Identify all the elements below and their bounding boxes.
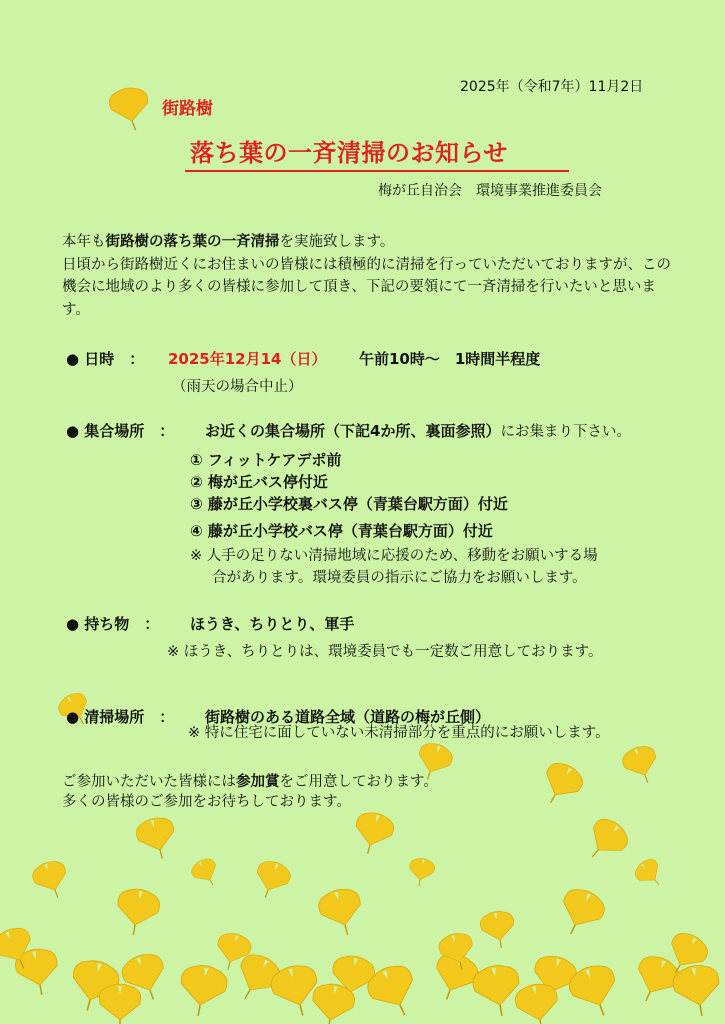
schedule-time: 午前10時～ 1時間半程度: [359, 350, 541, 368]
meeting-label: ● 集合場所 ：: [66, 422, 175, 440]
closing-emphasis: 参加賞: [236, 774, 280, 790]
issue-date: 2025年（令和7年）11月2日: [460, 79, 644, 95]
intro-text-end: を実施致します。: [279, 234, 395, 250]
ginkgo-leaf-icon: [552, 884, 609, 943]
area-value: 街路樹のある道路全域（道路の梅が丘側）: [205, 708, 491, 726]
schedule-date: 2025年12月14（日）: [168, 350, 327, 368]
ginkgo-leaf-icon: [578, 813, 633, 869]
meeting-place-2: ② 梅が丘バス停付近: [190, 473, 328, 491]
ginkgo-leaf-icon: [350, 809, 397, 859]
intro-paragraph: [62, 231, 682, 321]
area-note: ※ 特に住宅に面していない未清掃部分を重点的にお願いします。: [188, 725, 610, 741]
meeting-main-suffix: にお集まり下さい。: [500, 424, 631, 440]
intro-emphasis: 街路樹の落ち葉の一斉清掃: [105, 234, 280, 250]
page-title: 落ち葉の一斉清掃のお知らせ: [190, 139, 508, 167]
ginkgo-leaf-icon: [632, 855, 669, 892]
closing-line1: [62, 770, 438, 791]
ginkgo-leaf-icon: [113, 886, 162, 939]
intro-text: 本年も: [62, 234, 106, 250]
belongings-label: ● 持ち物 ：: [66, 615, 160, 633]
ginkgo-leaf-icon: [188, 855, 224, 891]
intro-line1: [62, 231, 682, 254]
belongings-note: ※ ほうき、ちりとりは、環境委員でも一定数ご用意しております。: [167, 644, 603, 660]
ginkgo-leaf-icon: [619, 742, 663, 788]
title-underline: [185, 170, 569, 172]
intro-body: 日頃から街路樹近くにお住まいの皆様には積極的に清掃を行っていただいておりますが、この機会に地域のより多くの皆様に参加して頂き、下記の要領にて一斉清掃を行いたいと思います。: [62, 256, 671, 318]
meeting-place-1: ① フィットケアデポ前: [190, 451, 342, 469]
ginkgo-leaf-icon: [250, 857, 294, 903]
organization: 梅が丘自治会 環境事業推進委員会: [378, 183, 602, 199]
ginkgo-leaf-icon: [479, 909, 518, 951]
ginkgo-leaf-icon: [175, 962, 229, 1020]
closing-line2: 多くの皆様のご参加をお待ちしております。: [62, 794, 351, 810]
subtitle: 街路樹: [162, 99, 213, 119]
closing-text: ご参加いただいた皆様には: [62, 774, 236, 790]
schedule-note: （雨天の場合中止）: [172, 379, 303, 395]
ginkgo-leaf-icon: [470, 962, 524, 1020]
ginkgo-leaf-icon: [29, 857, 73, 903]
meeting-place-3: ③ 藤が丘小学校裏バス停（青葉台駅方面）付近: [190, 495, 508, 513]
ginkgo-leaf-icon: [108, 86, 156, 132]
meeting-main-text: お近くの集合場所（下記4か所、裏面参照）: [205, 422, 501, 440]
ginkgo-leaf-icon: [407, 857, 436, 889]
area-label: ● 清掃場所 ：: [66, 708, 175, 726]
ginkgo-leaf-icon: [133, 814, 180, 864]
schedule-label: ● 日時 ：: [66, 350, 145, 368]
meeting-note-line2: 合があります。環境委員の指示にご協力をお願いします。: [212, 570, 587, 586]
meeting-main: [205, 420, 631, 441]
ginkgo-leaf-icon: [316, 885, 368, 940]
ginkgo-leaf-icon: [99, 984, 141, 1024]
closing-text-end: をご用意しております。: [279, 774, 438, 790]
belongings-items: ほうき、ちりとり、軍手: [190, 615, 355, 633]
meeting-place-4: ④ 藤が丘小学校バス停（青葉台駅方面）付近: [190, 522, 493, 540]
meeting-note-line1: ※ 人手の足りない清掃地域に応援のため、移動をお願いする場: [190, 548, 598, 564]
ginkgo-leaf-icon: [670, 962, 724, 1020]
ginkgo-leaf-icon: [534, 758, 587, 813]
